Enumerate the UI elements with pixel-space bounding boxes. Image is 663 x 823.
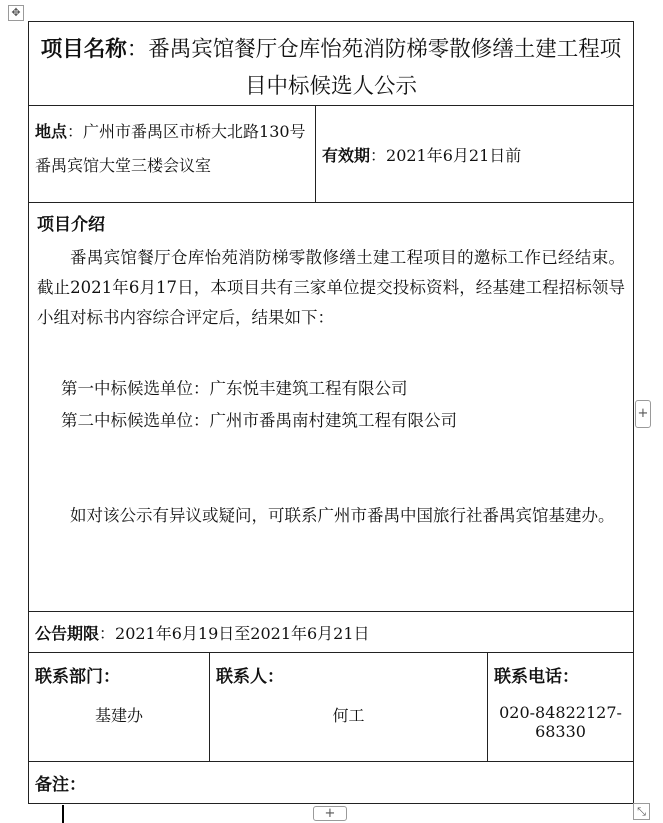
contact-phone-label: 联系电话： — [494, 667, 579, 687]
location-label: 地点 — [35, 122, 68, 141]
period-cell — [29, 612, 634, 653]
add-row-button[interactable]: + — [313, 806, 347, 821]
location-text: ：广州市番禺区市桥大北路130号番禺宾馆大堂三楼会议室 — [35, 122, 306, 175]
validity-cell — [316, 106, 634, 203]
contact-person-value: 何工 — [332, 706, 365, 725]
objection-contact-note: 如对该公示有异议或疑问，可联系广州市番禺中国旅行社番禺宾馆基建办。 — [70, 506, 615, 525]
location-cell — [29, 106, 316, 203]
note-cell — [29, 762, 634, 804]
page-title — [29, 22, 633, 105]
period-label: 公告期限 — [35, 623, 100, 643]
contact-person-cell — [210, 653, 488, 762]
text-cursor — [62, 805, 64, 823]
intro-paragraph: 番禺宾馆餐厅仓库怡苑消防梯零散修缮土建工程项目的邀标工作已经结束。截止2021年6月17日，本项目共有三家单位提交投标资料，经基建工程招标领导小组对标书内容综合评定后，结果如下： — [37, 248, 626, 327]
contact-dept-value: 基建办 — [94, 706, 143, 725]
add-column-button[interactable]: + — [635, 400, 651, 428]
candidate-list — [37, 373, 625, 437]
title-label: 项目名称 — [40, 37, 127, 62]
validity-label: 有效期 — [322, 145, 371, 165]
intro-heading: 项目介绍 — [37, 215, 105, 235]
announcement-table — [28, 21, 634, 804]
table-resize-handle-icon[interactable]: ⤡ — [633, 803, 650, 820]
table-move-handle-icon[interactable]: ✥ — [8, 5, 24, 21]
title-cell — [29, 22, 634, 106]
validity-text: ：2021年6月21日前 — [370, 145, 522, 165]
candidate-second: 第二中标候选单位：广州市番禺南村建筑工程有限公司 — [61, 411, 457, 430]
candidate-first: 第一中标候选单位：广东悦丰建筑工程有限公司 — [61, 379, 408, 398]
period-text: ：2021年6月19日至2021年6月21日 — [99, 623, 370, 643]
contact-dept-label: 联系部门： — [35, 667, 120, 687]
contact-dept-cell — [29, 653, 210, 762]
contact-phone-value: 020-84822127-68330 — [499, 703, 622, 741]
contact-person-label: 联系人： — [216, 667, 284, 687]
note-label: 备注： — [35, 775, 86, 795]
title-text: ：番禺宾馆餐厅仓库怡苑消防梯零散修缮土建工程项目中标候选人公示 — [126, 37, 622, 99]
intro-cell — [29, 203, 634, 612]
contact-phone-cell — [488, 653, 634, 762]
